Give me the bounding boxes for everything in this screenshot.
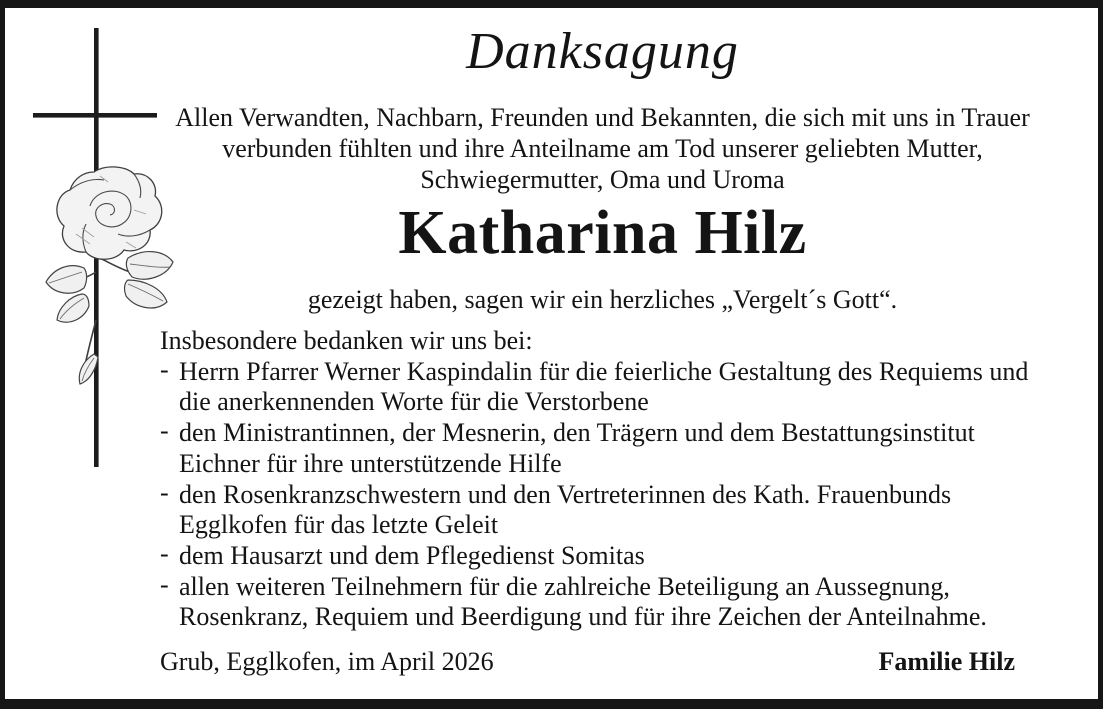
thanks-item [160, 477, 1050, 541]
closing-line: gezeigt haben, sagen wir ein herzliches „Vergelt´s Gott“. [307, 285, 898, 314]
notice-title: Danksagung [466, 23, 739, 80]
thanks-item-text: den Rosenkranzschwestern und den Vertreterinnen des Kath. Frauenbunds Egglkofen für das letzte Geleit [179, 479, 952, 540]
bullet-dash: - [160, 569, 169, 599]
thanks-item-text: den Ministrantinnen, der Mesnerin, den Trägern und dem Bestattungsinstitut Eichner für ihre unterstützende Hilfe [179, 418, 975, 478]
bullet-dash: - [160, 416, 169, 446]
thanks-item-text: Herrn Pfarrer Werner Kaspindalin für die feierliche Gestaltung des Requiems und die anerkennenden Worte für die Verstorbene [179, 356, 1029, 417]
bullet-dash: - [160, 354, 169, 384]
thanks-item [160, 538, 1050, 572]
place-date: Grub, Egglkofen, im April 2026 [160, 647, 494, 676]
thanks-item [160, 354, 1050, 418]
bullet-dash: - [160, 538, 169, 568]
intro-paragraph: Allen Verwandten, Nachbarn, Freunden und Bekannten, die sich mit uns in Trauer verbunden fühlten und ihre Anteilname am Tod unserer geliebten Mutter, Schwiegermutter, Oma und Uroma [175, 103, 1030, 194]
thanks-item [160, 418, 1050, 479]
thanks-item-text: allen weiteren Teilnehmern für die zahlreiche Beteiligung an Aussegnung, Rosenkranz, Requiem und Beerdigung und für ihre Zeichen der Anteilnahme. [179, 571, 987, 632]
footer [155, 646, 1050, 677]
thanks-section [155, 326, 1050, 633]
deceased-name: Katharina Hilz [398, 199, 807, 267]
thanks-intro: Insbesondere bedanken wir uns bei: [160, 326, 533, 355]
thanks-item [160, 569, 1050, 633]
bullet-dash: - [160, 477, 169, 507]
thanks-item-text: dem Hausarzt und dem Pflegedienst Somitas [179, 540, 645, 570]
family-signature: Familie Hilz [878, 647, 1015, 676]
